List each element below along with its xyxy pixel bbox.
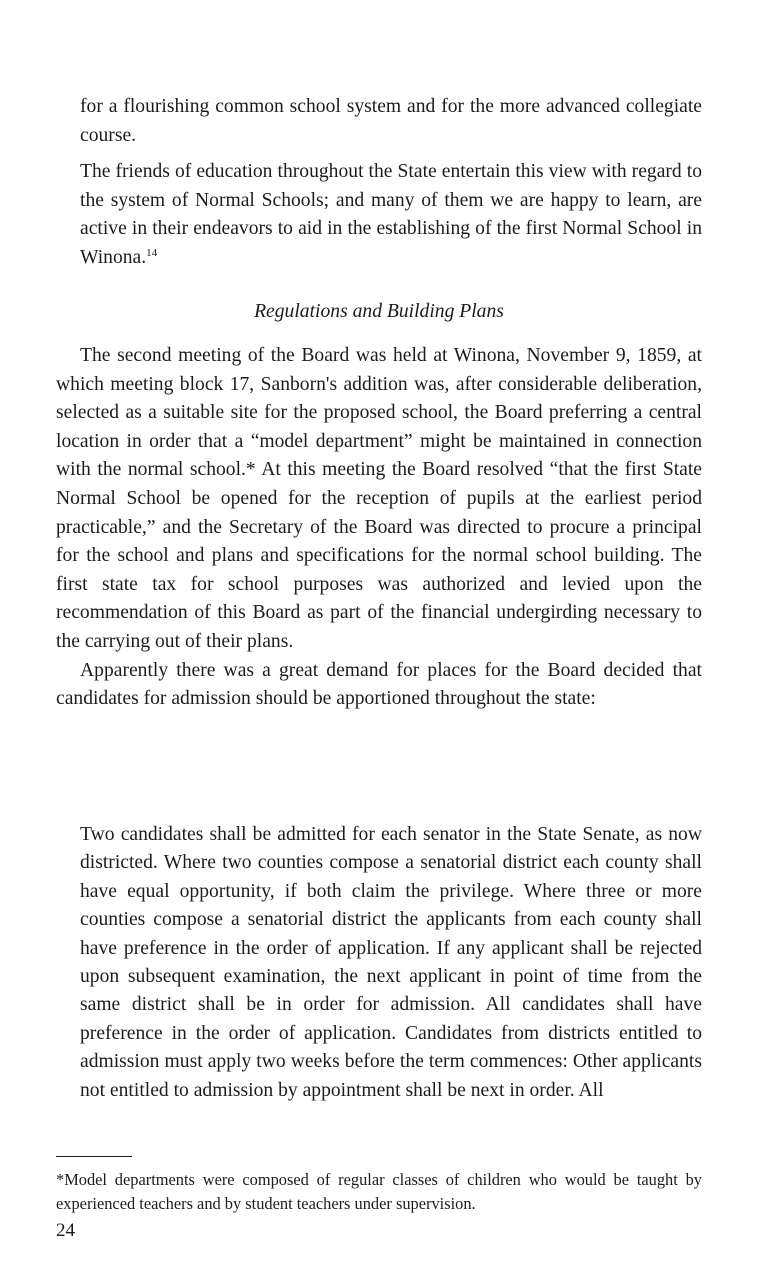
opening-text [56, 93, 702, 273]
footnote [56, 1168, 702, 1216]
body-paragraph-meeting: The second meeting of the Board was held at Winona, November 9, 1859, at which meeting block 17, Sanborn's addition was, after considerable deliberation, selected as a suitable site for the proposed school, the Board preferring a central location in order that a “model department” might be maintained in connection with the normal school.* At this meeting the Board resolved “that the first State Normal School be opened for the reception of pupils at the earliest period practicable,” and the Secretary of the Board was directed to procure a principal for the school and plans and specifications for the normal school building. The first state tax for school purposes was authorized and levied upon the recommendation of this Board as part of the financial undergirding necessary to the carrying out of their plans. [56, 345, 702, 652]
footnote-rule [56, 1156, 132, 1157]
body-text [56, 342, 702, 714]
quotation-text: Two candidates shall be admitted for each senator in the State Senate, as now districted. Where two counties compose a senatorial district each county shall have equal opportunity, if both claim the privilege. Where three or more counties compose a senatorial district the applicants from each county shall have preference in the order of application. If any applicant shall be rejected upon subsequent examination, the next applicant in point of time from the same district shall be in order for admission. All candidates shall have preference in the order of application. Candidates from districts entitled to admission must apply two weeks before the term commences: Other applicants not entitled to admission by appointment shall be next in order. All [80, 824, 702, 1101]
body-paragraph-apportionment: Apparently there was a great demand for places for the Board decided that candidates for admission should be apportioned throughout the state: [56, 659, 702, 710]
page-number: 24 [56, 1220, 75, 1241]
continuation-paragraph: for a flourishing common school system and for the more advanced collegiate course. [80, 96, 702, 146]
note-reference: 14 [146, 246, 158, 259]
quoted-paragraph: The friends of education throughout the State entertain this view with regard to the system of Normal Schools; and many of them we are happy to learn, are active in their endeavors to aid in the establishing of the first Normal School in Winona. [80, 161, 702, 268]
footnote-text: *Model departments were composed of regular classes of children who would be taught by experienced teachers and by student teachers under supervision. [56, 1170, 702, 1213]
section-heading: Regulations and Building Plans [254, 301, 504, 322]
block-quotation [80, 821, 702, 1105]
